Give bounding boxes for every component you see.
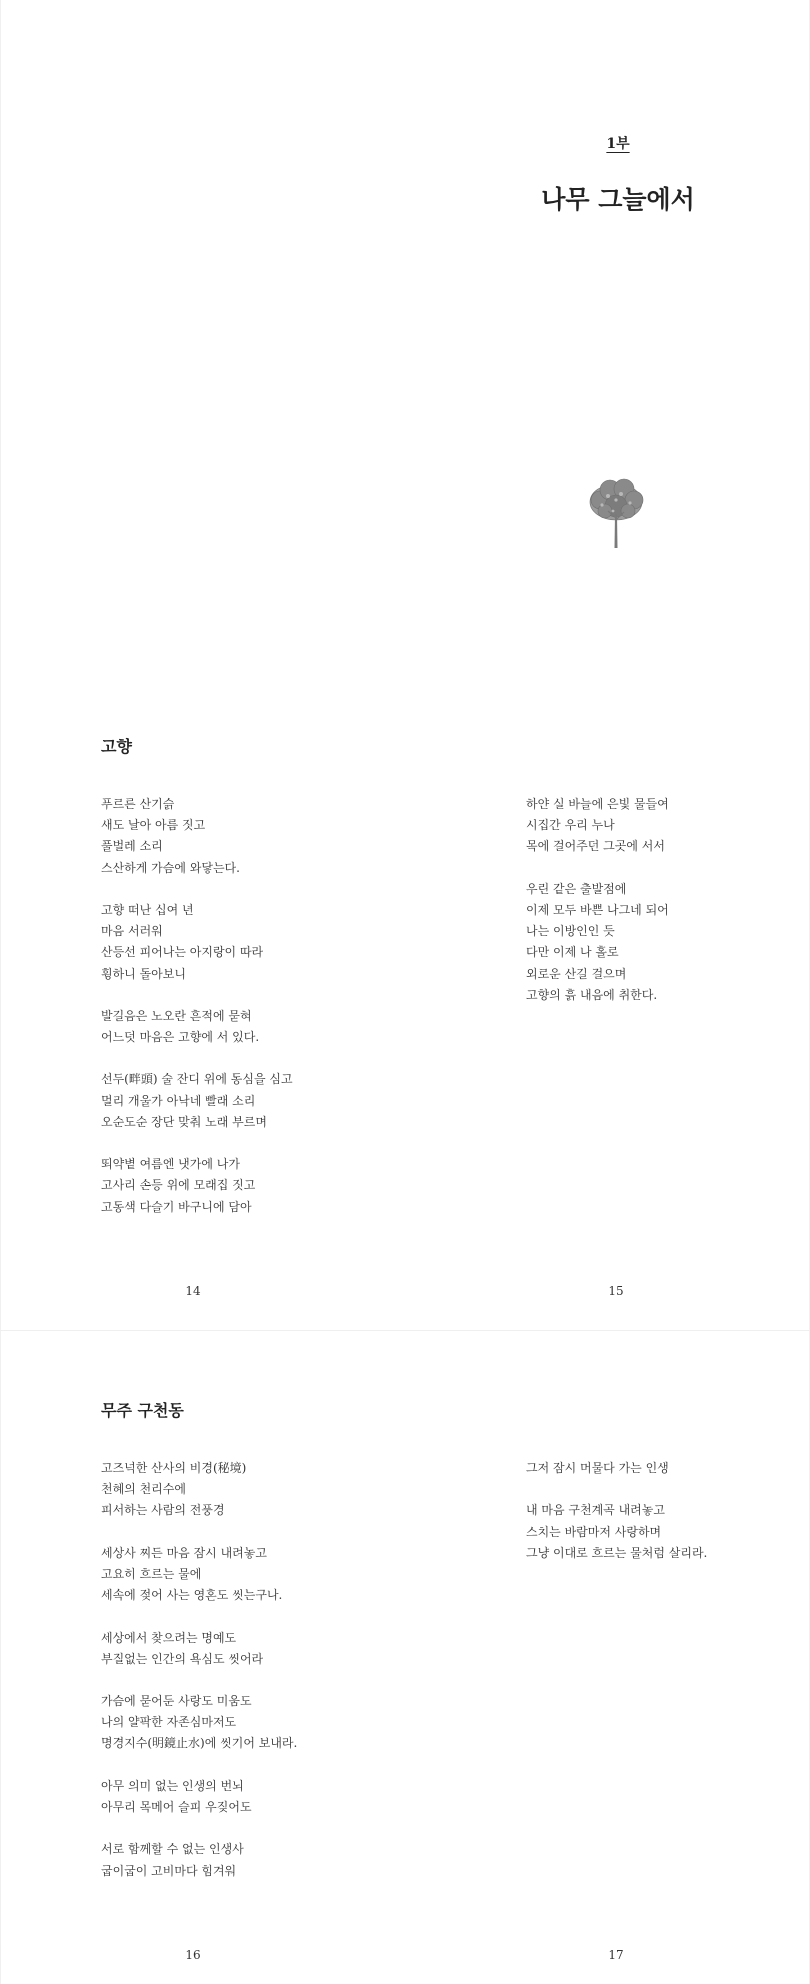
poem-line: 스치는 바람마저 사랑하며	[526, 1524, 662, 1539]
stanza-break	[101, 879, 293, 900]
stanza-break	[101, 1670, 297, 1691]
poem-line: 뙤약볕 여름엔 냇가에 나가	[101, 1157, 240, 1172]
stanza-break	[101, 985, 293, 1006]
page-number: 16	[185, 1948, 201, 1962]
poem-line: 천혜의 천리수에	[101, 1482, 186, 1497]
poem-body-left	[101, 1458, 297, 1882]
poem-line: 아무 의미 없는 인생의 번뇌	[101, 1778, 244, 1793]
poem-line: 산등선 피어나는 아지랑이 따라	[101, 945, 264, 960]
poem-line: 그저 잠시 머물다 가는 인생	[526, 1461, 669, 1475]
poem-line: 피서하는 사람의 전풍경	[101, 1503, 225, 1518]
poem-line: 그냥 이대로 흐르는 물처럼 살리라.	[526, 1545, 708, 1560]
stanza-break	[526, 858, 669, 879]
stanza-break	[101, 1522, 297, 1543]
poem-line: 고요히 흐르는 물에	[101, 1566, 202, 1581]
poem-line: 굽이굽이 고비마다 힘겨워	[101, 1863, 237, 1878]
poem-line: 세상에서 찾으려는 명예도	[101, 1630, 237, 1645]
poem-line: 부질없는 인간의 욕심도 씻어라	[101, 1651, 264, 1666]
stanza-break	[101, 1048, 293, 1069]
poem-line: 고사리 손등 위에 모래집 짓고	[101, 1178, 256, 1193]
poem-line: 멀리 개울가 아낙네 빨래 소리	[101, 1093, 256, 1108]
poem-line: 가슴에 묻어둔 사랑도 미움도	[101, 1694, 252, 1709]
poem-body-right	[526, 794, 669, 1006]
poem-line: 아무리 목메어 슬피 우짖어도	[101, 1800, 252, 1814]
poem-line: 세상사 찌든 마음 잠시 내려놓고	[101, 1545, 267, 1560]
poem-line: 내 마음 구천계곡 내려놓고	[526, 1503, 665, 1518]
stanza-break	[101, 1818, 297, 1839]
stanza-break	[526, 1479, 707, 1500]
page-number: 14	[185, 1284, 201, 1298]
poem-line: 시집간 우리 누나	[526, 818, 615, 833]
poem-line: 고즈넉한 산사의 비경(秘境)	[101, 1461, 247, 1475]
page-number: 15	[608, 1284, 624, 1298]
poem-line: 외로운 산길 걸으며	[526, 966, 627, 981]
poem-line: 선두(畔頭) 술 잔디 위에 동심을 심고	[101, 1072, 293, 1087]
page-number: 17	[608, 1948, 624, 1962]
poem-line: 고향의 흙 내음에 취한다.	[526, 987, 658, 1002]
poem-line: 고동색 다슬기 바구니에 담아	[101, 1199, 252, 1214]
poem-line: 오순도순 장단 맞춰 노래 부르며	[101, 1114, 267, 1129]
poem-line: 명경지수(明鏡止水)에 씻기어 보내라.	[101, 1736, 298, 1751]
poem-body-right	[526, 1458, 707, 1564]
poem-line: 새도 날아 아름 짓고	[101, 818, 206, 833]
poem-line: 우린 같은 출발점에	[526, 881, 627, 896]
page-edge-left	[0, 0, 1, 1984]
poem-line: 푸르른 산기슭	[101, 797, 175, 811]
poem-line: 휭하니 돌아보니	[101, 966, 186, 981]
poem-line: 스산하게 가슴에 와닿는다.	[101, 860, 240, 875]
poem-line: 세속에 젖어 사는 영혼도 씻는구나.	[101, 1588, 283, 1603]
poem-body-left	[101, 794, 293, 1218]
poem-line: 고향 떠난 십여 년	[101, 902, 194, 917]
part-number: 1부	[606, 136, 630, 152]
poem-title: 고향	[101, 737, 132, 756]
spread-divider	[0, 1330, 810, 1331]
poem-line: 이제 모두 바쁜 나그네 되어	[526, 902, 669, 917]
stanza-break	[101, 1133, 293, 1154]
poem-line: 나의 얄팍한 자존심마저도	[101, 1715, 237, 1730]
poem-line: 어느덧 마음은 고향에 서 있다.	[101, 1030, 260, 1045]
poem-line: 마음 서러워	[101, 924, 163, 939]
poem-line: 목에 걸어주던 그곳에 서서	[526, 839, 665, 854]
poem-line: 발길음은 노오란 흔적에 묻혀	[101, 1008, 252, 1023]
tree-icon	[586, 478, 646, 550]
poem-line: 풀벌레 소리	[101, 839, 163, 854]
stanza-break	[101, 1755, 297, 1776]
stanza-break	[101, 1606, 297, 1627]
poem-line: 나는 이방인인 듯	[526, 924, 615, 939]
poem-line: 하얀 실 바늘에 은빛 물들여	[526, 797, 669, 811]
poem-line: 서로 함께할 수 없는 인생사	[101, 1842, 244, 1857]
part-title: 나무 그늘에서	[541, 185, 695, 214]
poem-title: 무주 구천동	[101, 1401, 184, 1420]
poem-line: 다만 이제 나 홀로	[526, 945, 619, 960]
